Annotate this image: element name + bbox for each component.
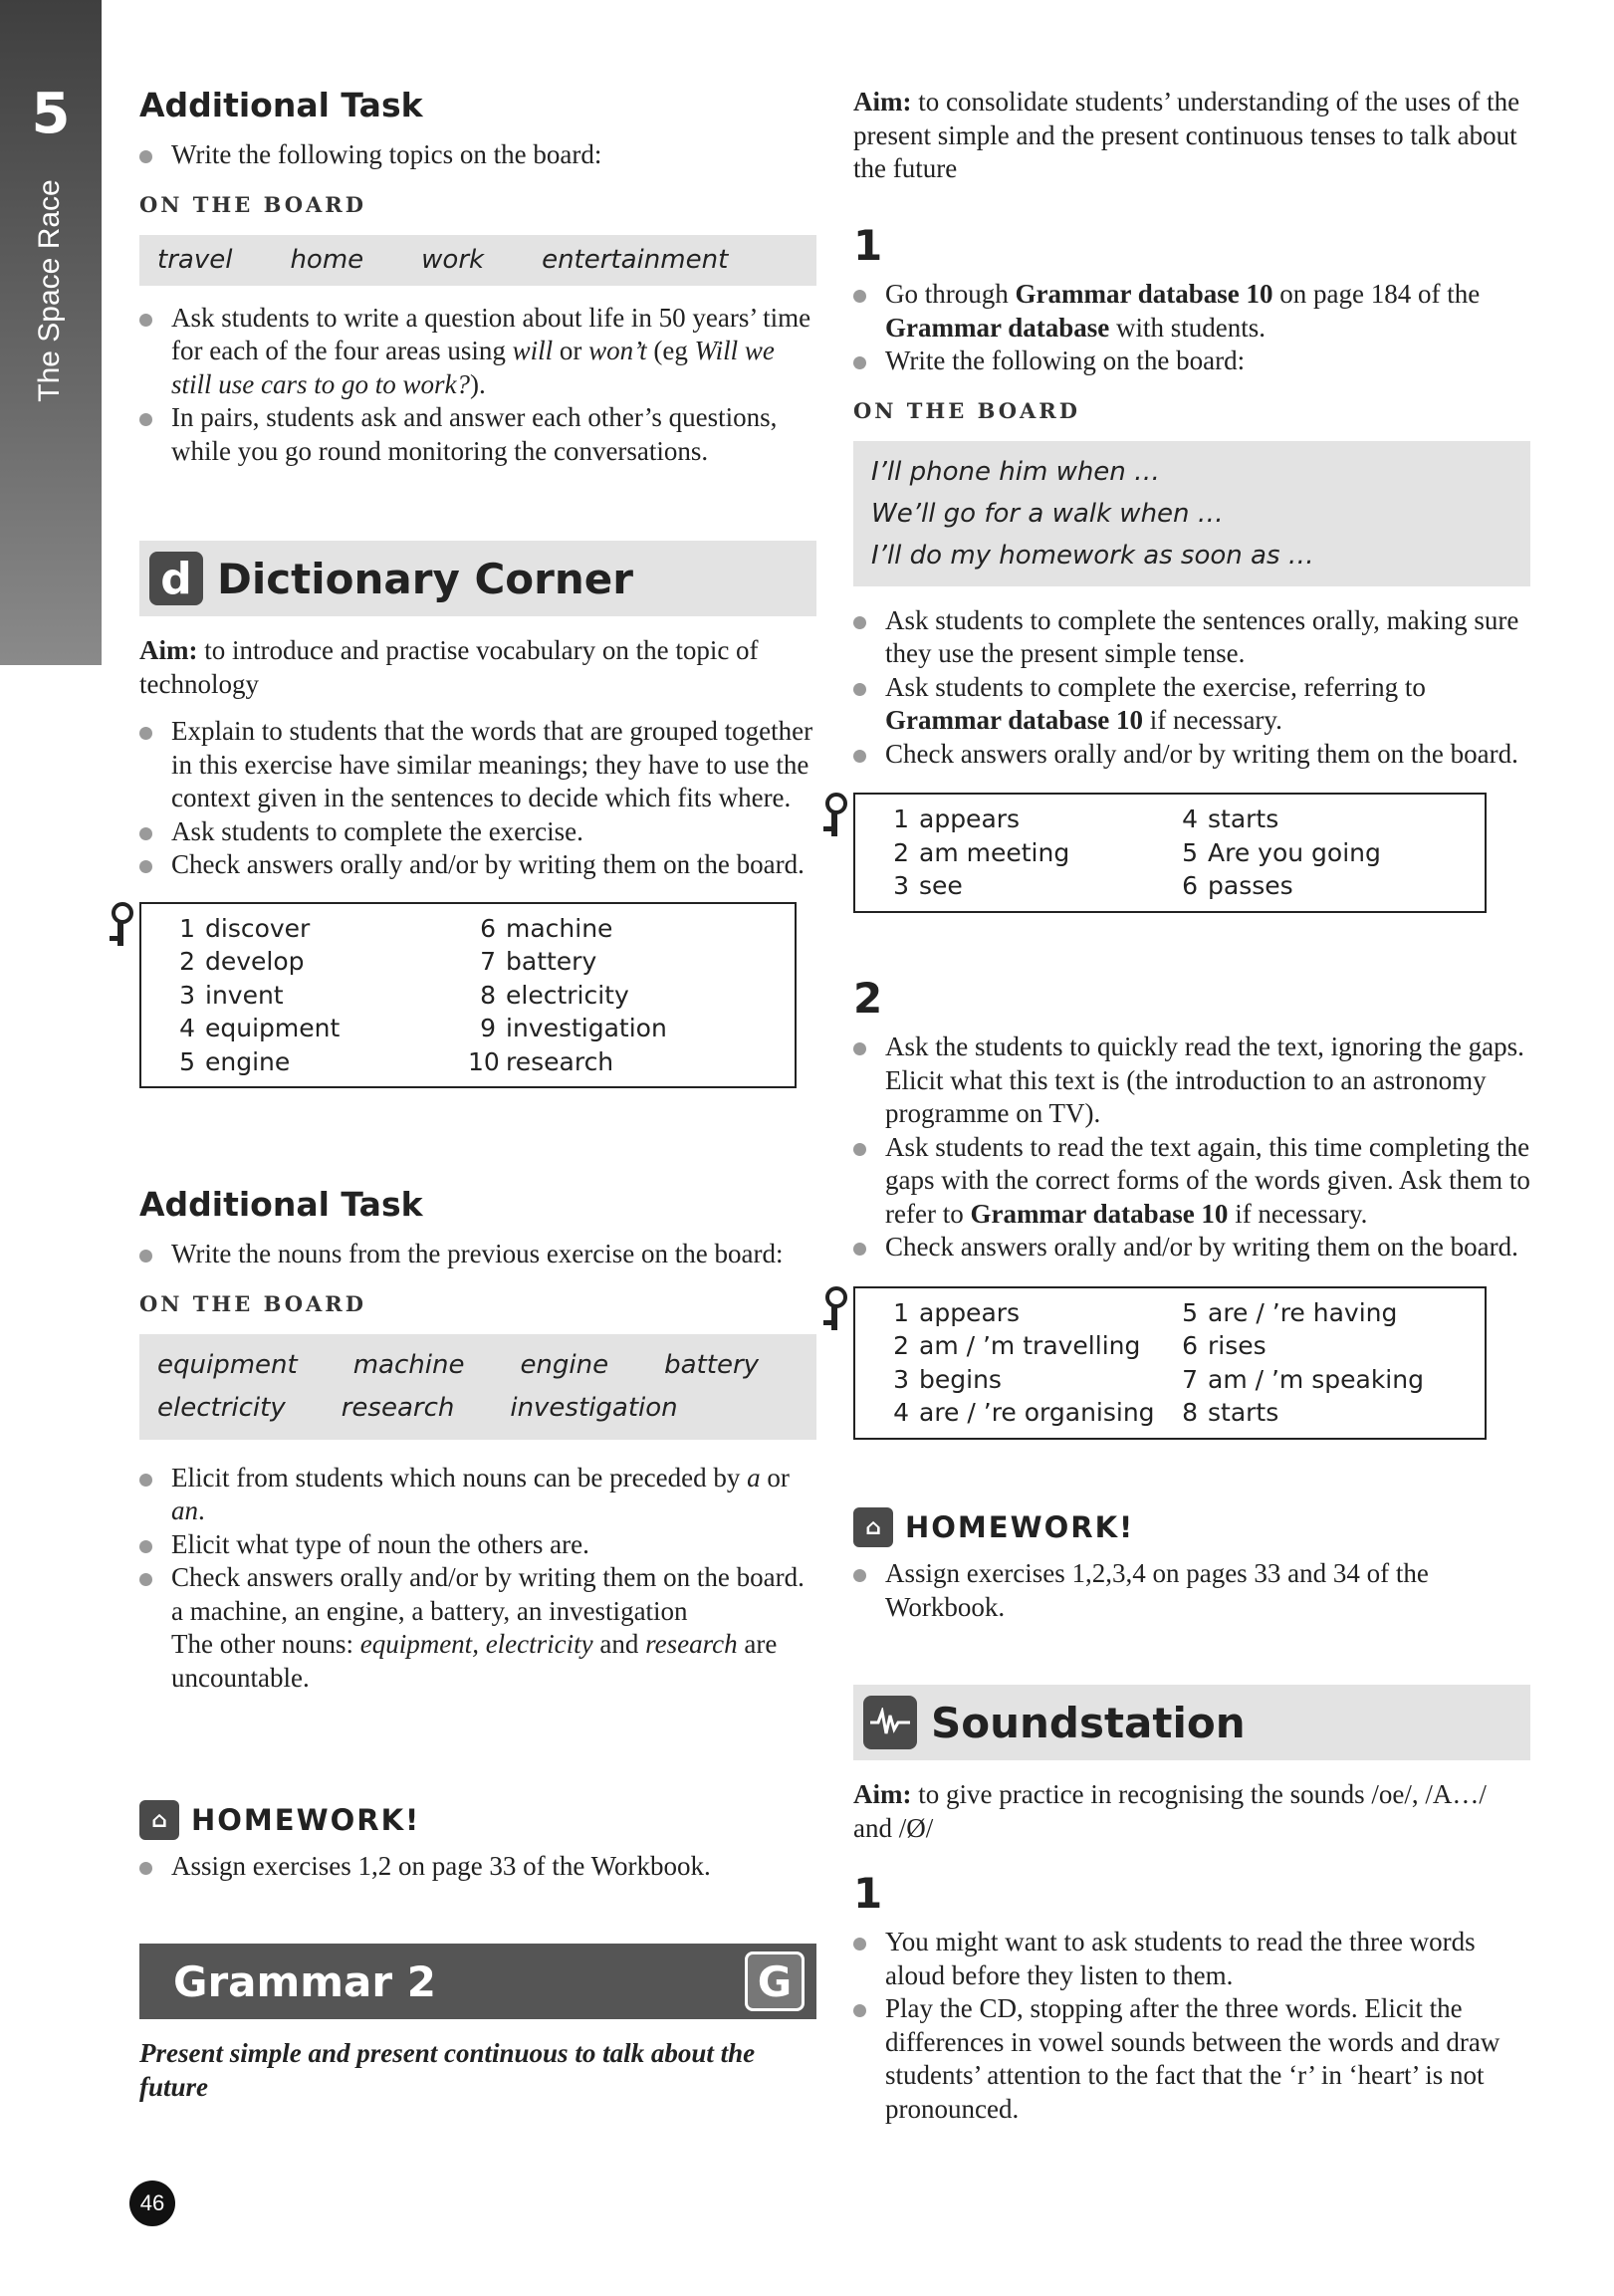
answer-key (853, 793, 1487, 913)
on-the-board-label: ON THE BOARD (139, 191, 366, 217)
answer-item: 2 develop (179, 947, 305, 976)
key-icon (823, 793, 845, 836)
bullet: Play the CD, stopping after the three words. Elicit the differences in vowel sounds between the words and draw students’ attention to the fact that the ‘r’ in ‘heart’ is not pronounced. (853, 1992, 1530, 2126)
on-the-board-label: ON THE BOARD (139, 1290, 366, 1316)
answer-item: 7 battery (480, 947, 597, 976)
bullet: Ask students to read the text again, this time completing the gaps with the correct forms of the words given. Ask them to refer to Grammar database 10 if necessary. (853, 1131, 1530, 1232)
bullet: Ask students to complete the exercise, referring to Grammar database 10 if necessary. (853, 671, 1530, 738)
soundstation-header (853, 1685, 1530, 1760)
answer-item: 6 passes (1182, 871, 1293, 900)
answer-item: 7 am / ’m speaking (1182, 1364, 1424, 1394)
aim: Aim: to give practice in recognising the sounds /oe/, /A…/ and /Ø/ (853, 1779, 1487, 1843)
bullet: Ask students to complete the exercise. (139, 815, 816, 849)
board-line: I’ll phone him when … (871, 456, 1161, 487)
bullet: Elicit from students which nouns can be preceded by a or an. (139, 1462, 816, 1528)
bullet: Write the following topics on the board: (139, 138, 816, 172)
answer-item: 1 appears (893, 1297, 1021, 1327)
answer-key-box (853, 1286, 1487, 1440)
answer-item: 8 electricity (480, 980, 629, 1010)
bullet: Check answers orally and/or by writing them on the board. (853, 1231, 1530, 1264)
grammar-aim (853, 86, 1530, 186)
section-title: Soundstation (931, 1698, 1246, 1747)
bullet: Ask students to write a question about life in 50 years’ time for each of the four areas using will or won’t (eg Will we still use cars to go to work?). (139, 302, 816, 402)
answer-key (139, 902, 797, 1089)
grammar-icon: G (745, 1952, 805, 2011)
answer-item: 1 discover (179, 913, 311, 943)
answer-item: 3 begins (893, 1364, 1002, 1394)
bullet: Go through Grammar database 10 on page 184 of the Grammar database with students. (853, 278, 1530, 344)
soundwave-icon (863, 1696, 917, 1749)
key-icon (823, 1286, 845, 1330)
key-icon (110, 902, 131, 946)
board-box (853, 441, 1530, 586)
board-item: electricity (157, 1392, 286, 1423)
board-line: I’ll do my homework as soon as … (871, 540, 1314, 571)
unit-sidebar (0, 0, 102, 665)
grammar-2-header (139, 1944, 816, 2019)
section-heading: Additional Task (139, 86, 423, 124)
board-item: investigation (510, 1392, 678, 1423)
bullet: Explain to students that the words that are grouped together in this exercise have similar meanings; they have to use the context given in the sentences to decide which fits where. (139, 715, 816, 815)
section-heading: Additional Task (139, 1185, 423, 1224)
bullet: Assign exercises 1,2,3,4 on pages 33 and 34 of the Workbook. (853, 1557, 1530, 1624)
grammar-2 (139, 1944, 816, 2104)
answer-item: 5 engine (179, 1046, 291, 1076)
bullet: Check answers orally and/or by writing them on the board. (853, 738, 1530, 772)
answer-item: 2 am / ’m travelling (893, 1331, 1141, 1360)
section-title: Dictionary Corner (217, 554, 633, 603)
answer-item: 5 Are you going (1182, 837, 1381, 867)
board-item: battery (664, 1349, 760, 1380)
answer-item: 4 starts (1182, 804, 1279, 833)
bullet: Write the following on the board: (853, 344, 1530, 378)
exercise-number: 2 (853, 974, 883, 1023)
bullet: Elicit what type of noun the others are. (139, 1528, 816, 1562)
page-number: 46 (129, 2181, 175, 2226)
answer-line: a machine, an engine, a battery, an investigation (171, 1595, 688, 1626)
unit-number: 5 (31, 82, 71, 146)
soundstation (853, 1685, 1530, 2126)
grammar-subtitle: Present simple and present continuous to talk about the future (139, 2038, 756, 2102)
homework-label: HOMEWORK! (191, 1803, 421, 1837)
bullet: Check answers orally and/or by writing them on the board. (139, 848, 816, 882)
on-the-board-label: ON THE BOARD (853, 397, 1080, 423)
board-item: engine (520, 1349, 609, 1380)
unit-title: The Space Race (33, 179, 66, 402)
section-title: Grammar 2 (173, 1956, 436, 2006)
answer-key (853, 1286, 1487, 1440)
dictionary-corner (139, 541, 816, 1088)
exercise-2 (853, 974, 1530, 1440)
homework-2 (853, 1507, 1530, 1624)
answer-item: 6 rises (1182, 1331, 1267, 1360)
aim: Aim: to introduce and practise vocabulary on the topic of technology (139, 635, 759, 699)
exercise-1 (853, 221, 1530, 913)
board-item: research (341, 1392, 455, 1423)
bullet: In pairs, students ask and answer each other’s questions, while you go round monitoring the conversations. (139, 401, 816, 468)
exercise-number: 1 (853, 221, 883, 270)
answer-item: 4 equipment (179, 1014, 341, 1042)
board-item: home (290, 244, 364, 275)
bullet: You might want to ask students to read the three words aloud before they listen to them. (853, 1926, 1530, 1992)
board-item: entertainment (542, 244, 729, 275)
board-box (139, 235, 816, 286)
answer-item: 10 research (468, 1046, 614, 1076)
bullet: Check answers orally and/or by writing them on the board. (139, 1561, 816, 1595)
board-item: equipment (157, 1349, 298, 1380)
aim: Aim: to consolidate students’ understanding of the uses of the present simple and the present continuous tenses to talk about the future (853, 87, 1520, 183)
exercise-number: 1 (853, 1869, 883, 1918)
bullet: Write the nouns from the previous exercise on the board: (139, 1238, 816, 1271)
dictionary-icon: d (149, 552, 203, 605)
answer-item: 1 appears (893, 804, 1021, 833)
answer-item: 8 starts (1182, 1398, 1279, 1427)
additional-task-1 (139, 86, 816, 468)
homework-icon: ⌂ (853, 1507, 893, 1547)
board-item: travel (157, 244, 233, 275)
answer-key-box (139, 902, 797, 1089)
bullet: Ask students to complete the sentences orally, making sure they use the present simple tense. (853, 604, 1530, 671)
answer-item: 2 am meeting (893, 837, 1070, 867)
bullet: Assign exercises 1,2 on page 33 of the Workbook. (139, 1850, 816, 1884)
board-item: machine (352, 1349, 465, 1380)
homework-header (139, 1800, 816, 1840)
answer-item: 3 invent (179, 980, 284, 1010)
answer-item: 3 see (893, 871, 963, 900)
homework-icon: ⌂ (139, 1800, 179, 1840)
homework-1 (139, 1800, 816, 1884)
additional-task-2 (139, 1185, 816, 1695)
homework-label: HOMEWORK! (905, 1510, 1135, 1544)
board-line: We’ll go for a walk when … (871, 498, 1224, 529)
homework-header (853, 1507, 1530, 1547)
answer-key-box (853, 793, 1487, 913)
answer-item: 6 machine (480, 913, 613, 943)
board-item: work (421, 244, 485, 275)
answer-item: 9 investigation (480, 1014, 667, 1042)
answer-line: The other nouns: equipment, electricity and research are uncountable. (171, 1629, 778, 1693)
answer-item: 5 are / ’re having (1182, 1297, 1398, 1327)
answer-item: 4 are / ’re organising (893, 1398, 1155, 1427)
bullet: Ask the students to quickly read the text, ignoring the gaps. Elicit what this text is (the introduction to an astronomy programme on TV). (853, 1031, 1530, 1131)
board-box (139, 1334, 816, 1440)
dictionary-corner-header (139, 541, 816, 616)
